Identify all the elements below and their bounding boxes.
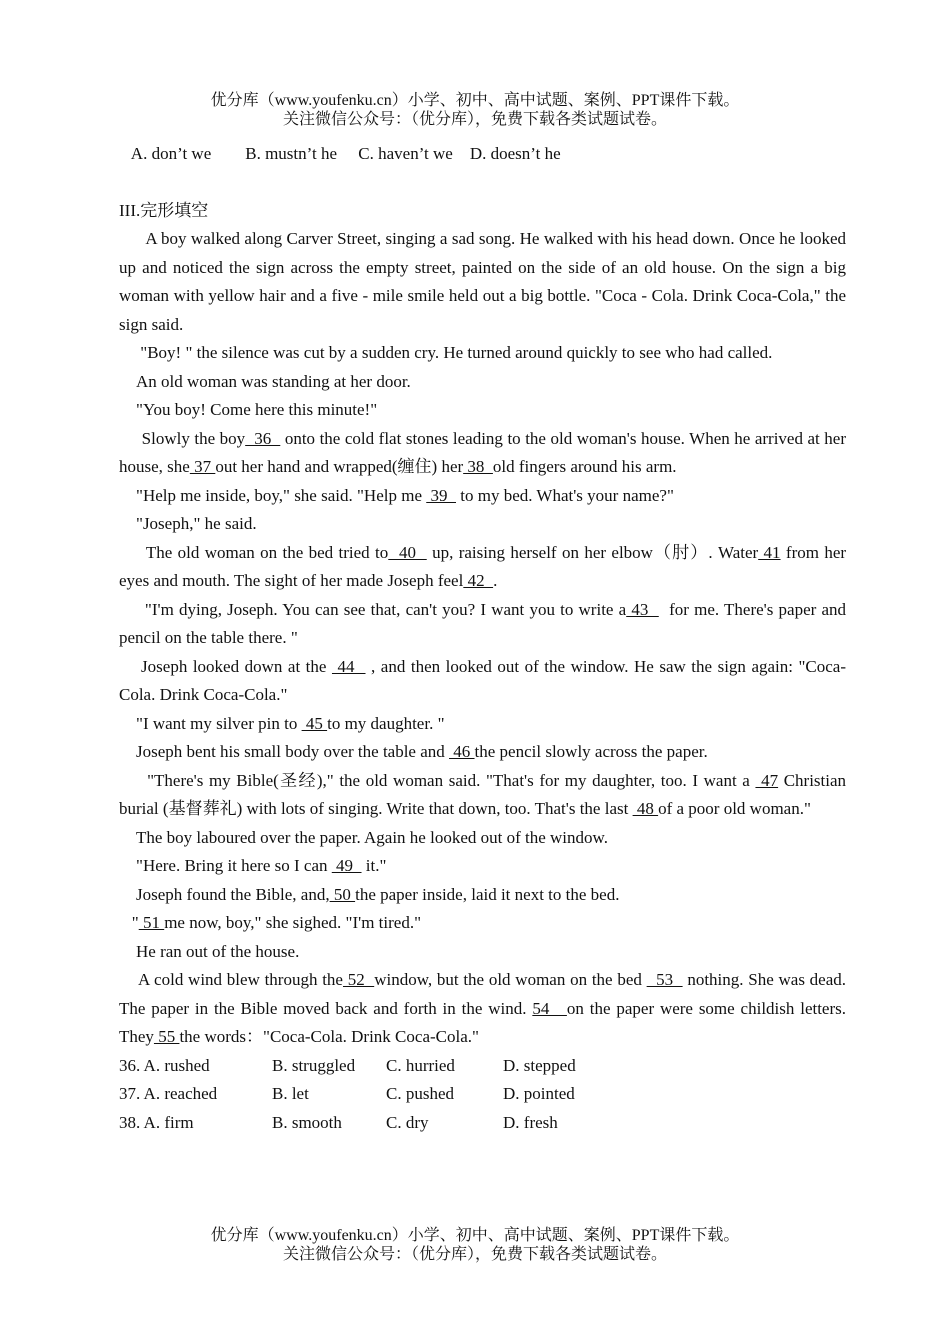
passage-paragraph xyxy=(119,425,851,482)
passage-text: me now, boy," she sighed. "I'm tired." xyxy=(164,913,422,932)
passage-text: Joseph found the Bible, and, xyxy=(119,884,330,904)
passage-text: up, raising herself on her elbow（肘）. Water xyxy=(426,542,759,562)
passage-text: the pencil slowly across the paper. xyxy=(474,742,708,761)
option-choice: B. let xyxy=(272,1084,309,1103)
page-header xyxy=(0,91,950,129)
passage-paragraph xyxy=(119,396,846,425)
passage-paragraph xyxy=(119,767,851,824)
passage-text: "Here. Bring it here so I can xyxy=(119,856,332,875)
blank-number: 55 xyxy=(153,1027,180,1046)
passage-paragraph xyxy=(119,596,851,653)
blank-number: 41 xyxy=(758,542,781,562)
previous-question-options: A. don’t we B. mustn’t he C. haven’t we D. doesn’t he xyxy=(119,144,561,163)
option-choice: C. hurried xyxy=(386,1055,455,1075)
option-choice: 36. A. rushed xyxy=(119,1055,210,1075)
cloze-passage xyxy=(119,225,851,1052)
passage-paragraph xyxy=(119,653,846,710)
passage-text: window, but the old woman on the bed xyxy=(374,970,647,989)
passage-text: A boy walked along Carver Street, singing a sad song. He walked with his head down. Once he looked up and noticed the sign across the empty street, painted on the side of an old house. On the sign a big woman with yellow hair and a five - mile smile held out a big bottle. "Coca - Cola. Drink Coca-Cola," the sign said. xyxy=(119,229,851,334)
option-choice: D. fresh xyxy=(503,1112,558,1132)
passage-paragraph xyxy=(119,539,851,596)
blank-number: 43 xyxy=(626,599,659,619)
blank-number: 45 xyxy=(301,713,328,733)
option-choice: C. dry xyxy=(386,1112,429,1132)
passage-text: "You boy! Come here this minute!" xyxy=(119,400,378,419)
passage-text: Christian burial (基督葬礼) with lots of singing. Write that down, too. That's the last xyxy=(119,770,851,818)
option-choice: D. stepped xyxy=(503,1055,576,1075)
passage-text: Joseph bent his small body over the table and xyxy=(119,742,450,761)
option-choice: D. pointed xyxy=(503,1084,575,1103)
passage-text: An old woman was standing at her door. xyxy=(119,371,411,391)
option-choice: B. smooth xyxy=(272,1112,342,1132)
passage-paragraph xyxy=(119,368,846,397)
blank-number: 42 xyxy=(463,571,494,590)
blank-number: 50 xyxy=(329,884,356,904)
document-body xyxy=(119,140,851,1137)
passage-paragraph xyxy=(119,482,846,511)
blank-number: 52 xyxy=(342,970,375,989)
footer-line-2: 关注微信公众号：（优分库），免费下载各类试题试卷。 xyxy=(282,1246,667,1263)
passage-text: "I'm dying, Joseph. You can see that, can't you? I want you to write a xyxy=(119,599,627,619)
blank-number: 53 xyxy=(646,970,683,989)
passage-paragraph xyxy=(119,824,846,853)
blank-number: 36 xyxy=(245,428,281,448)
passage-text: He ran out of the house. xyxy=(119,941,300,961)
blank-number: 38 xyxy=(463,457,493,476)
passage-text: for me. There's paper and pencil on the table there. " xyxy=(119,599,851,647)
passage-text: "Boy! " the silence was cut by a sudden cry. He turned around quickly to see who had called. xyxy=(119,343,773,362)
passage-text: to my daughter. " xyxy=(327,713,445,733)
passage-paragraph xyxy=(119,881,846,910)
page-footer xyxy=(0,1226,950,1264)
passage-text: "There's my Bible(圣经)," the old woman said. "That's for my daughter, too. I want a xyxy=(119,770,756,790)
passage-text: the paper inside, laid it next to the bed. xyxy=(355,884,620,904)
option-choice: 37. A. reached xyxy=(119,1084,218,1103)
passage-text: nothing. She was dead. The paper in the Bible moved back and forth in the wind. xyxy=(119,970,850,1018)
passage-text: " xyxy=(119,913,139,932)
answer-options xyxy=(119,1052,846,1138)
passage-text: to my bed. What's your name?" xyxy=(456,485,674,505)
option-row xyxy=(119,1080,846,1109)
passage-text: . xyxy=(493,571,498,590)
passage-text: on the paper were some childish letters. They xyxy=(119,998,850,1046)
option-row xyxy=(119,1109,846,1138)
option-choice: B. struggled xyxy=(272,1055,356,1075)
passage-paragraph xyxy=(119,225,851,339)
passage-text: "I want my silver pin to xyxy=(119,713,302,733)
passage-text: The boy laboured over the paper. Again he looked out of the window. xyxy=(119,827,608,847)
passage-paragraph xyxy=(119,339,846,368)
header-line-2: 关注微信公众号：（优分库），免费下载各类试题试卷。 xyxy=(282,111,667,128)
passage-text: A cold wind blew through the xyxy=(119,970,343,989)
passage-paragraph xyxy=(119,510,846,539)
passage-text: "Joseph," he said. xyxy=(119,514,257,533)
blank-number: 54 xyxy=(532,998,567,1018)
passage-text: it." xyxy=(361,856,387,875)
passage-paragraph xyxy=(119,938,846,967)
passage-paragraph xyxy=(119,966,850,1052)
blank-number: 39 xyxy=(426,485,456,505)
passage-text: onto the cold flat stones leading to the old woman's house. When he arrived at her house, she xyxy=(119,428,851,476)
passage-text: Joseph looked down at the xyxy=(119,656,332,676)
blank-number: 47 xyxy=(755,770,779,790)
option-choice: 38. A. firm xyxy=(119,1112,194,1132)
passage-paragraph xyxy=(119,738,846,767)
passage-text: , and then looked out of the window. He saw the sign again: "Coca-Cola. Drink Coca-Cola." xyxy=(119,656,847,704)
passage-paragraph xyxy=(119,852,846,881)
header-line-1: 优分库（www.youfenku.cn）小学、初中、高中试题、案例、PPT课件下载。 xyxy=(210,92,740,109)
blank-number: 44 xyxy=(331,656,366,676)
passage-text: out her hand and wrapped(缠住) her xyxy=(215,457,464,476)
passage-paragraph xyxy=(119,909,846,938)
blank-number: 37 xyxy=(189,457,216,476)
option-choice: C. pushed xyxy=(386,1084,454,1103)
footer-line-1: 优分库（www.youfenku.cn）小学、初中、高中试题、案例、PPT课件下载。 xyxy=(210,1227,740,1244)
blank-number: 46 xyxy=(449,742,475,761)
passage-text: The old woman on the bed tried to xyxy=(119,542,389,562)
passage-text: Slowly the boy xyxy=(119,428,246,448)
blank-number: 51 xyxy=(138,913,165,932)
passage-text: the words："Coca-Cola. Drink Coca-Cola." xyxy=(179,1027,479,1046)
option-row xyxy=(119,1052,846,1081)
blank-number: 40 xyxy=(388,542,427,562)
passage-text: old fingers around his arm. xyxy=(492,457,677,476)
passage-paragraph xyxy=(119,710,846,739)
blank-number: 49 xyxy=(331,856,362,875)
section-title: III.完形填空 xyxy=(119,200,209,220)
passage-text: "Help me inside, boy," she said. "Help me xyxy=(119,485,427,505)
blank-number: 48 xyxy=(632,799,659,818)
passage-text: from her eyes and mouth. The sight of her made Joseph feel xyxy=(119,542,851,590)
passage-text: of a poor old woman." xyxy=(658,799,811,818)
